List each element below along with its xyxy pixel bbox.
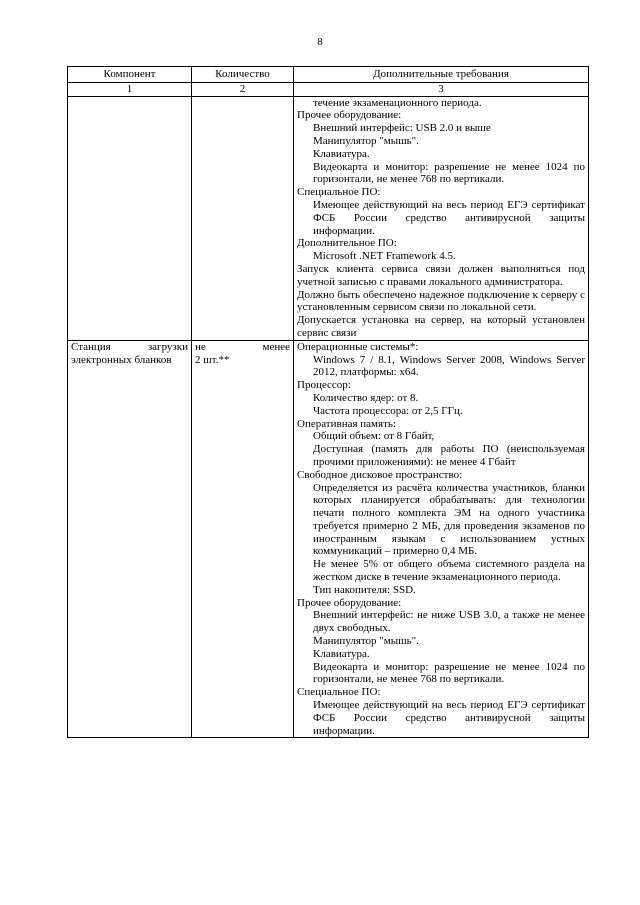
requirement-heading: Запуск клиента сервиса связи должен выполняться под учетной записью с правами локального администратора. [297,262,585,288]
quantity-cell [192,96,294,340]
requirement-item: Частота процессора: от 2,5 ГГц. [313,404,463,417]
requirements-table [67,66,589,738]
requirement-item: Windows 7 / 8.1, Windows Server 2008, Windows Server 2012, платформы: x64. [313,353,585,379]
quantity-value: 2 шт.** [195,353,230,366]
requirement-item: Клавиатура. [313,147,370,160]
requirement-item: Манипулятор "мышь". [313,635,419,648]
requirement-item: Внешний интерфейс: не ниже USB 3.0, а также не менее двух свободных. [313,609,585,635]
column-number-3: 3 [294,82,589,96]
requirement-heading: Специальное ПО: [297,686,381,699]
requirement-item: Не менее 5% от общего объема системного раздела на жестком диске в течение экзаменационного периода. [313,558,585,584]
requirement-heading: Допускается установка на сервер, на который установлен сервис связи [297,314,585,339]
requirement-item: Манипулятор "мышь". [313,134,419,147]
page-number: 8 [317,36,323,48]
header-row [68,67,589,83]
requirement-item: Видеокарта и монитор: разрешение не менее 1024 по горизонтали, не менее 768 по вертикали. [313,160,585,186]
requirement-item: Внешний интерфейс: USB 2.0 и выше [313,122,491,135]
requirement-item: Имеющее действующий на весь период ЕГЭ сертификат ФСБ России средство антивирусной защиты информации. [313,198,585,237]
quantity-text: не [195,340,206,353]
table-row [68,96,589,340]
requirement-item: Видеокарта и монитор: разрешение не менее 1024 по горизонтали, не менее 768 по вертикали. [313,660,585,686]
quantity-text: менее [262,340,290,353]
requirement-heading: Оперативная память: [297,417,396,430]
column-number-2: 2 [192,82,294,96]
requirement-heading: Процессор: [297,379,351,392]
requirement-heading: Дополнительное ПО: [297,237,397,250]
requirement-item: Microsoft .NET Framework 4.5. [313,250,456,263]
component-cell [68,96,192,340]
requirement-item: Имеющее действующий на весь период ЕГЭ сертификат ФСБ России средство антивирусной защиты информации. [313,699,585,737]
header-requirements: Дополнительные требования [294,67,589,83]
requirement-item: Доступная (память для работы ПО (неиспользуемая прочими приложениями): не менее 4 Гбайт [313,443,585,468]
table-row [68,340,589,738]
requirement-item: течение экзаменационного периода. [313,96,482,109]
requirement-heading: Должно быть обеспечено надежное подключение к серверу с установленным сервисом связи по локальной сети. [297,288,585,314]
requirement-item: Общий объем: от 8 Гбайт, [313,430,435,443]
requirement-heading: Специальное ПО: [297,186,381,199]
requirement-heading: Свободное дисковое пространство: [297,468,463,481]
header-component: Компонент [68,67,192,83]
requirement-heading: Прочее оборудование: [297,596,402,609]
requirements-cell [294,340,589,738]
quantity-cell [192,340,294,738]
component-cell: Станция загрузки электронных бланков [68,340,192,738]
requirement-item: Количество ядер: от 8. [313,391,419,404]
requirement-item: Тип накопителя: SSD. [313,583,416,596]
quantity-line [195,341,290,354]
requirement-heading: Операционные системы*: [297,340,419,353]
requirement-heading: Прочее оборудование: [297,109,402,122]
header-quantity: Количество [192,67,294,83]
requirement-item: Клавиатура. [313,647,370,660]
column-number-row [68,82,589,96]
requirement-item: Определяется из расчёта количества участников, бланки которых планируется обрабатывать: для технологии печати полного комплекта ЭМ на одного участника требуется примерно 2 МБ, для проведения экзаменов по иностранным языкам с использованием устных коммуникаций – примерно 0,4 МБ. [313,481,585,558]
requirements-cell [294,96,589,340]
column-number-1: 1 [68,82,192,96]
